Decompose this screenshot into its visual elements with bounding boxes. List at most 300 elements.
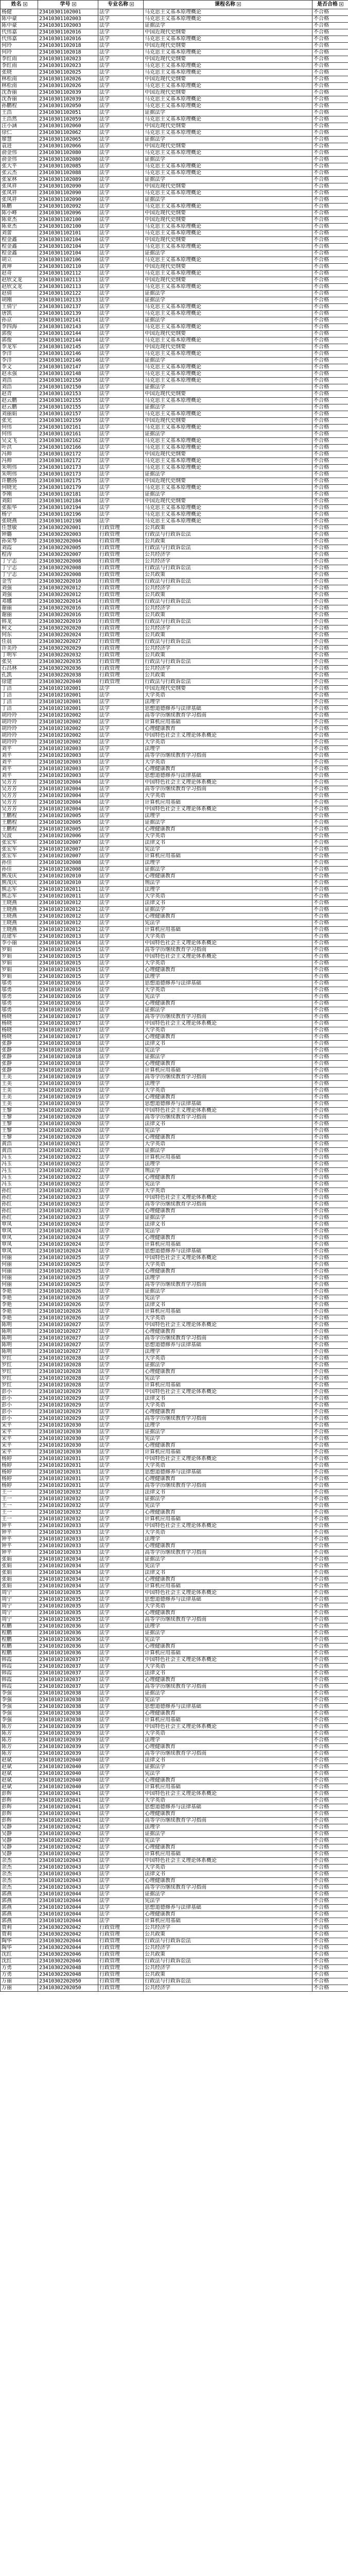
cell-course[interactable]: 法理学 <box>144 1824 312 1831</box>
cell-major[interactable]: 法学 <box>98 43 144 49</box>
cell-course[interactable]: 法理学 <box>144 1081 312 1088</box>
cell-student-id[interactable]: 23410102102037 <box>38 1657 98 1664</box>
cell-student-id[interactable]: 23410102102038 <box>38 1690 98 1697</box>
cell-student-id[interactable]: 23410102102005 <box>38 820 98 826</box>
cell-status[interactable]: 不合格 <box>312 83 348 90</box>
cell-status[interactable]: 不合格 <box>312 1175 348 1181</box>
cell-major[interactable]: 法学 <box>98 1717 144 1724</box>
cell-course[interactable]: 计算机应用基础 <box>144 1784 312 1791</box>
cell-name[interactable]: 杨婷 <box>1 1469 38 1476</box>
cell-status[interactable]: 不合格 <box>312 1650 348 1657</box>
cell-status[interactable]: 不合格 <box>312 605 348 612</box>
cell-course[interactable]: 法理学 <box>144 813 312 820</box>
cell-major[interactable]: 法学 <box>98 1235 144 1242</box>
cell-course[interactable]: 法律文书 <box>144 900 312 907</box>
cell-student-id[interactable]: 23410102102004 <box>38 806 98 813</box>
cell-course[interactable]: 宪法学 <box>144 1697 312 1704</box>
cell-status[interactable]: 不合格 <box>312 1335 348 1342</box>
cell-student-id[interactable]: 23410301102090 <box>38 190 98 197</box>
cell-major[interactable]: 法学 <box>98 706 144 713</box>
cell-major[interactable]: 行政管理 <box>98 1938 144 1945</box>
cell-major[interactable]: 法学 <box>98 1161 144 1168</box>
cell-status[interactable]: 不合格 <box>312 217 348 224</box>
cell-student-id[interactable]: 23410102102001 <box>38 686 98 692</box>
cell-major[interactable]: 法学 <box>98 103 144 110</box>
cell-major[interactable]: 法学 <box>98 1275 144 1282</box>
cell-course[interactable]: 宪法学 <box>144 1181 312 1188</box>
cell-major[interactable]: 法学 <box>98 1590 144 1597</box>
cell-course[interactable]: 宪法学 <box>144 1047 312 1054</box>
cell-major[interactable]: 法学 <box>98 16 144 23</box>
cell-course[interactable]: 证据法学 <box>144 1891 312 1898</box>
cell-status[interactable]: 不合格 <box>312 1891 348 1898</box>
cell-status[interactable]: 不合格 <box>312 1275 348 1282</box>
cell-student-id[interactable]: 23410102102015 <box>38 967 98 974</box>
cell-student-id[interactable]: 23410102102015 <box>38 954 98 960</box>
cell-major[interactable]: 法学 <box>98 1302 144 1309</box>
cell-major[interactable]: 法学 <box>98 846 144 853</box>
cell-student-id[interactable]: 23410102102033 <box>38 1530 98 1536</box>
cell-student-id[interactable]: 23410302202042 <box>38 1931 98 1938</box>
cell-name[interactable]: 赵欣文龙 <box>1 277 38 284</box>
cell-student-id[interactable]: 23410102102025 <box>38 1262 98 1268</box>
cell-student-id[interactable]: 23410102102034 <box>38 1563 98 1570</box>
cell-student-id[interactable]: 23410301102155 <box>38 398 98 404</box>
cell-student-id[interactable]: 23410102102029 <box>38 1389 98 1396</box>
cell-major[interactable]: 法学 <box>98 351 144 358</box>
cell-status[interactable]: 不合格 <box>312 759 348 766</box>
cell-name[interactable]: 冯玉 <box>1 1168 38 1175</box>
cell-major[interactable]: 法学 <box>98 1101 144 1108</box>
cell-student-id[interactable]: 23410102102035 <box>38 1597 98 1603</box>
cell-major[interactable]: 法学 <box>98 1001 144 1007</box>
cell-major[interactable]: 法学 <box>98 1597 144 1603</box>
cell-status[interactable]: 不合格 <box>312 324 348 331</box>
cell-status[interactable]: 不合格 <box>312 1804 348 1811</box>
cell-status[interactable]: 不合格 <box>312 719 348 726</box>
cell-name[interactable]: 陈明 <box>1 1329 38 1335</box>
cell-student-id[interactable]: 23410102102040 <box>38 1764 98 1771</box>
cell-major[interactable]: 法学 <box>98 692 144 699</box>
cell-major[interactable]: 法学 <box>98 766 144 773</box>
cell-student-id[interactable]: 23410102102039 <box>38 1731 98 1737</box>
cell-course[interactable]: 心理健康教育 <box>144 1094 312 1101</box>
cell-major[interactable]: 法学 <box>98 1268 144 1275</box>
cell-status[interactable]: 不合格 <box>312 137 348 143</box>
cell-name[interactable]: 吴芳芳 <box>1 806 38 813</box>
cell-status[interactable]: 不合格 <box>312 813 348 820</box>
cell-course[interactable]: 法律文书 <box>144 840 312 846</box>
cell-name[interactable]: 朱明伟 <box>1 471 38 478</box>
cell-name[interactable]: 冯帅 <box>1 451 38 458</box>
cell-status[interactable]: 不合格 <box>312 1737 348 1744</box>
cell-status[interactable]: 不合格 <box>312 1878 348 1885</box>
cell-course[interactable]: 法理学 <box>144 746 312 753</box>
cell-status[interactable]: 不合格 <box>312 1664 348 1670</box>
cell-student-id[interactable]: 23410102102030 <box>38 1443 98 1449</box>
cell-status[interactable]: 不合格 <box>312 291 348 297</box>
cell-name[interactable]: 王浩 <box>1 110 38 116</box>
cell-course[interactable]: 中国近现代史纲要 <box>144 498 312 505</box>
cell-course[interactable]: 公共经济学 <box>144 1945 312 1952</box>
cell-major[interactable]: 法学 <box>98 1315 144 1322</box>
cell-student-id[interactable]: 23410102102039 <box>38 1744 98 1751</box>
cell-course[interactable]: 高等学历继续教育学习指南 <box>144 1684 312 1690</box>
cell-major[interactable]: 法学 <box>98 217 144 224</box>
cell-student-id[interactable]: 23410102102035 <box>38 1610 98 1617</box>
cell-student-id[interactable]: 23410301102080 <box>38 150 98 157</box>
cell-status[interactable]: 不合格 <box>312 49 348 56</box>
cell-name[interactable]: 彭小 <box>1 1402 38 1409</box>
cell-course[interactable]: 大学英语 <box>144 960 312 967</box>
cell-name[interactable]: 王黎 <box>1 1128 38 1134</box>
cell-status[interactable]: 不合格 <box>312 1952 348 1958</box>
cell-status[interactable]: 不合格 <box>312 1811 348 1818</box>
cell-student-id[interactable]: 23410301102139 <box>38 311 98 317</box>
cell-major[interactable]: 行政管理 <box>98 659 144 666</box>
cell-course[interactable]: 中国特色社会主义理论体系概论 <box>144 1021 312 1027</box>
cell-major[interactable]: 行政管理 <box>98 538 144 545</box>
cell-status[interactable]: 不合格 <box>312 277 348 284</box>
cell-status[interactable]: 不合格 <box>312 264 348 270</box>
cell-status[interactable]: 不合格 <box>312 224 348 230</box>
cell-course[interactable]: 行政法与行政诉讼法 <box>144 1978 312 1985</box>
cell-major[interactable]: 法学 <box>98 425 144 431</box>
cell-student-id[interactable]: 23410102102043 <box>38 1878 98 1885</box>
cell-course[interactable]: 中国特色社会主义理论体系概论 <box>144 733 312 739</box>
cell-student-id[interactable]: 23410302202029 <box>38 646 98 652</box>
cell-name[interactable]: 张娟 <box>1 1563 38 1570</box>
cell-status[interactable]: 不合格 <box>312 1838 348 1844</box>
cell-major[interactable]: 法学 <box>98 1255 144 1262</box>
cell-status[interactable]: 不合格 <box>312 592 348 599</box>
cell-major[interactable]: 法学 <box>98 1563 144 1570</box>
cell-student-id[interactable]: 23410102102019 <box>38 1081 98 1088</box>
cell-name[interactable]: 冯玉 <box>1 1161 38 1168</box>
cell-student-id[interactable]: 23410102102019 <box>38 1074 98 1081</box>
cell-name[interactable]: 陈明 <box>1 1349 38 1355</box>
cell-course[interactable]: 证据法学 <box>144 177 312 183</box>
cell-major[interactable]: 法学 <box>98 913 144 920</box>
cell-major[interactable]: 法学 <box>98 1771 144 1777</box>
cell-name[interactable]: 叶洪 <box>1 445 38 451</box>
cell-student-id[interactable]: 23410102102030 <box>38 1422 98 1429</box>
cell-major[interactable]: 法学 <box>98 773 144 779</box>
cell-status[interactable]: 不合格 <box>312 1067 348 1074</box>
cell-name[interactable]: 丁洁 <box>1 699 38 706</box>
cell-name[interactable]: 彭辉 <box>1 1818 38 1824</box>
cell-major[interactable]: 法学 <box>98 779 144 786</box>
cell-student-id[interactable]: 23410302202020 <box>38 625 98 632</box>
cell-name[interactable]: 钟平 <box>1 1523 38 1530</box>
cell-course[interactable]: 心理健康教育 <box>144 1034 312 1041</box>
cell-student-id[interactable]: 23410102102020 <box>38 1114 98 1121</box>
cell-course[interactable]: 宪法学 <box>144 920 312 927</box>
cell-major[interactable]: 法学 <box>98 793 144 800</box>
cell-status[interactable]: 不合格 <box>312 913 348 920</box>
cell-student-id[interactable]: 23410102102012 <box>38 920 98 927</box>
cell-status[interactable]: 不合格 <box>312 1670 348 1677</box>
cell-name[interactable]: 刘强 <box>1 592 38 599</box>
cell-status[interactable]: 不合格 <box>312 1222 348 1228</box>
cell-name[interactable]: 李红雨 <box>1 63 38 70</box>
cell-name[interactable]: 胡玲玲 <box>1 726 38 733</box>
cell-status[interactable]: 不合格 <box>312 1302 348 1309</box>
cell-status[interactable]: 不合格 <box>312 880 348 887</box>
cell-major[interactable]: 行政管理 <box>98 1965 144 1972</box>
cell-name[interactable]: 余杰 <box>1 1858 38 1865</box>
cell-name[interactable]: 陈亚杰 <box>1 217 38 224</box>
cell-student-id[interactable]: 23410102102017 <box>38 1034 98 1041</box>
cell-status[interactable]: 不合格 <box>312 1798 348 1804</box>
cell-major[interactable]: 法学 <box>98 1215 144 1222</box>
cell-major[interactable]: 行政管理 <box>98 625 144 632</box>
cell-name[interactable]: 余杰 <box>1 1865 38 1871</box>
cell-name[interactable]: 赵欣文龙 <box>1 284 38 291</box>
cell-status[interactable]: 不合格 <box>312 116 348 123</box>
cell-student-id[interactable]: 23410102102007 <box>38 853 98 860</box>
cell-status[interactable]: 不合格 <box>312 599 348 605</box>
cell-name[interactable]: 沈红 <box>1 1958 38 1965</box>
cell-course[interactable]: 中国特色社会主义理论体系概论 <box>144 1657 312 1664</box>
cell-major[interactable]: 法学 <box>98 719 144 726</box>
cell-major[interactable]: 法学 <box>98 1724 144 1731</box>
cell-name[interactable]: 韩霞 <box>1 1684 38 1690</box>
cell-name[interactable]: 王晓燕 <box>1 907 38 913</box>
cell-name[interactable]: 邬勇 <box>1 987 38 994</box>
cell-student-id[interactable]: 23410301102025 <box>38 70 98 76</box>
cell-student-id[interactable]: 23410301102088 <box>38 170 98 177</box>
cell-status[interactable]: 不合格 <box>312 893 348 900</box>
cell-course[interactable]: 大学英语 <box>144 759 312 766</box>
cell-course[interactable]: 中国近现代史纲要 <box>144 237 312 244</box>
cell-name[interactable]: 张振华 <box>1 505 38 512</box>
cell-major[interactable]: 法学 <box>98 1891 144 1898</box>
cell-major[interactable]: 法学 <box>98 465 144 471</box>
cell-course[interactable]: 心理健康教育 <box>144 1476 312 1483</box>
cell-name[interactable]: 刘浩 <box>1 384 38 391</box>
cell-name[interactable]: 李艳 <box>1 1302 38 1309</box>
cell-student-id[interactable]: 23410102102025 <box>38 1275 98 1282</box>
cell-major[interactable]: 法学 <box>98 980 144 987</box>
cell-course[interactable]: 证据法学 <box>144 1289 312 1295</box>
cell-name[interactable]: 程金鑫 <box>1 244 38 250</box>
cell-student-id[interactable]: 23410102102032 <box>38 1489 98 1496</box>
cell-course[interactable]: 高等学历继续教育学习指南 <box>144 1335 312 1342</box>
cell-status[interactable]: 不合格 <box>312 398 348 404</box>
cell-student-id[interactable]: 23410102102021 <box>38 1141 98 1148</box>
cell-student-id[interactable]: 23410102102019 <box>38 1101 98 1108</box>
cell-course[interactable]: 公共政策 <box>144 1931 312 1938</box>
cell-major[interactable]: 法学 <box>98 726 144 733</box>
cell-major[interactable]: 法学 <box>98 1295 144 1302</box>
cell-name[interactable]: 许鹏扬 <box>1 478 38 485</box>
cell-status[interactable]: 不合格 <box>312 1697 348 1704</box>
cell-major[interactable]: 行政管理 <box>98 1931 144 1938</box>
cell-course[interactable]: 心理健康教育 <box>144 1777 312 1784</box>
cell-course[interactable]: 中国近现代史纲要 <box>144 264 312 270</box>
cell-name[interactable]: 徐仁 <box>1 130 38 137</box>
cell-major[interactable]: 法学 <box>98 438 144 445</box>
cell-major[interactable]: 法学 <box>98 1349 144 1355</box>
cell-major[interactable]: 法学 <box>98 1262 144 1268</box>
cell-name[interactable]: 张娟 <box>1 1583 38 1590</box>
cell-course[interactable]: 证据法学 <box>144 492 312 498</box>
cell-student-id[interactable]: 23410102102017 <box>38 1027 98 1034</box>
cell-status[interactable]: 不合格 <box>312 1945 348 1952</box>
cell-course[interactable]: 高等学历继续教育学习指南 <box>144 1416 312 1422</box>
cell-course[interactable]: 高等学历继续教育学习指南 <box>144 1751 312 1757</box>
cell-course[interactable]: 心理健康教育 <box>144 1844 312 1851</box>
cell-status[interactable]: 不合格 <box>312 907 348 913</box>
cell-major[interactable]: 行政管理 <box>98 1958 144 1965</box>
cell-status[interactable]: 不合格 <box>312 826 348 833</box>
cell-course[interactable]: 公共政策 <box>144 1972 312 1978</box>
cell-status[interactable]: 不合格 <box>312 1282 348 1289</box>
cell-course[interactable]: 中国特色社会主义理论体系概论 <box>144 1255 312 1262</box>
cell-status[interactable]: 不合格 <box>312 1255 348 1262</box>
cell-major[interactable]: 法学 <box>98 1623 144 1630</box>
cell-course[interactable]: 大学英语 <box>144 1088 312 1094</box>
cell-major[interactable]: 法学 <box>98 1704 144 1710</box>
cell-name[interactable]: 杨晓 <box>1 1021 38 1027</box>
cell-major[interactable]: 法学 <box>98 967 144 974</box>
cell-course[interactable]: 中国近现代史纲要 <box>144 90 312 96</box>
cell-student-id[interactable]: 23410102102026 <box>38 1289 98 1295</box>
cell-student-id[interactable]: 23410102102041 <box>38 1811 98 1818</box>
cell-status[interactable]: 不合格 <box>312 130 348 137</box>
cell-major[interactable]: 法学 <box>98 1067 144 1074</box>
cell-status[interactable]: 不合格 <box>312 699 348 706</box>
cell-course[interactable]: 法律文书 <box>144 1489 312 1496</box>
cell-student-id[interactable]: 23410102102018 <box>38 1067 98 1074</box>
cell-major[interactable]: 法学 <box>98 492 144 498</box>
cell-course[interactable]: 法律文书 <box>144 1302 312 1309</box>
cell-major[interactable]: 法学 <box>98 1583 144 1590</box>
cell-major[interactable]: 行政管理 <box>98 679 144 686</box>
cell-course[interactable]: 马克思主义基本原理概论 <box>144 16 312 23</box>
cell-course[interactable]: 大学英语 <box>144 1402 312 1409</box>
cell-status[interactable]: 不合格 <box>312 1516 348 1523</box>
cell-student-id[interactable]: 23410301102112 <box>38 270 98 277</box>
cell-major[interactable]: 法学 <box>98 331 144 337</box>
cell-student-id[interactable]: 23410102102039 <box>38 1724 98 1731</box>
cell-status[interactable]: 不合格 <box>312 954 348 960</box>
cell-course[interactable]: 公共经济学 <box>144 1965 312 1972</box>
cell-student-id[interactable]: 23410301102050 <box>38 103 98 110</box>
cell-major[interactable]: 法学 <box>98 1664 144 1670</box>
cell-status[interactable]: 不合格 <box>312 779 348 786</box>
cell-name[interactable]: 陈芳 <box>1 1731 38 1737</box>
cell-student-id[interactable]: 23410102102001 <box>38 692 98 699</box>
cell-name[interactable]: 罗娟 <box>1 974 38 980</box>
cell-name[interactable]: 方勇 <box>1 1965 38 1972</box>
cell-status[interactable]: 不合格 <box>312 853 348 860</box>
cell-major[interactable]: 行政管理 <box>98 1972 144 1978</box>
cell-status[interactable]: 不合格 <box>312 619 348 625</box>
cell-student-id[interactable]: 23410102102036 <box>38 1630 98 1637</box>
cell-major[interactable]: 行政管理 <box>98 572 144 579</box>
cell-major[interactable]: 法学 <box>98 1128 144 1134</box>
cell-status[interactable]: 不合格 <box>312 1322 348 1329</box>
cell-course[interactable]: 行政法与行政诉讼法 <box>144 599 312 605</box>
cell-student-id[interactable]: 23410301102001 <box>38 9 98 16</box>
cell-name[interactable]: 刘平 <box>1 746 38 753</box>
cell-name[interactable]: 杨婷 <box>1 1476 38 1483</box>
cell-course[interactable]: 公共经济学 <box>144 552 312 558</box>
cell-name[interactable]: 胡立 <box>1 257 38 264</box>
cell-major[interactable]: 行政管理 <box>98 1978 144 1985</box>
cell-course[interactable]: 公共政策 <box>144 612 312 619</box>
cell-course[interactable]: 法律文书 <box>144 1041 312 1047</box>
cell-name[interactable]: 王晓燕 <box>1 900 38 907</box>
cell-student-id[interactable]: 23410301102023 <box>38 63 98 70</box>
cell-major[interactable]: 法学 <box>98 398 144 404</box>
cell-course[interactable]: 证据法学 <box>144 820 312 826</box>
cell-course[interactable]: 高等学历继续教育学习指南 <box>144 1114 312 1121</box>
cell-student-id[interactable]: 23410102102012 <box>38 900 98 907</box>
cell-major[interactable]: 法学 <box>98 1650 144 1657</box>
cell-student-id[interactable]: 23410102102016 <box>38 1007 98 1014</box>
cell-student-id[interactable]: 23410302202040 <box>38 679 98 686</box>
cell-course[interactable]: 宪法学 <box>144 1503 312 1510</box>
cell-student-id[interactable]: 23410301102161 <box>38 431 98 438</box>
cell-major[interactable]: 法学 <box>98 1409 144 1416</box>
cell-status[interactable]: 不合格 <box>312 753 348 759</box>
cell-status[interactable]: 不合格 <box>312 887 348 893</box>
cell-name[interactable]: 邓娜 <box>1 599 38 605</box>
cell-major[interactable]: 法学 <box>98 96 144 103</box>
cell-course[interactable]: 心理健康教育 <box>144 1677 312 1684</box>
cell-status[interactable]: 不合格 <box>312 1536 348 1543</box>
cell-name[interactable]: 陶华 <box>1 1938 38 1945</box>
cell-student-id[interactable]: 23410102102042 <box>38 1831 98 1838</box>
cell-major[interactable]: 法学 <box>98 364 144 371</box>
cell-name[interactable]: 杨健 <box>1 9 38 16</box>
cell-major[interactable]: 法学 <box>98 311 144 317</box>
cell-name[interactable]: 罗娟 <box>1 960 38 967</box>
cell-major[interactable]: 行政管理 <box>98 605 144 612</box>
cell-major[interactable]: 法学 <box>98 1617 144 1623</box>
cell-name[interactable]: 张宏军 <box>1 846 38 853</box>
cell-name[interactable]: 黄浩 <box>1 1148 38 1155</box>
cell-major[interactable]: 法学 <box>98 137 144 143</box>
cell-status[interactable]: 不合格 <box>312 746 348 753</box>
cell-student-id[interactable]: 23410102102011 <box>38 893 98 900</box>
cell-major[interactable]: 法学 <box>98 1503 144 1510</box>
cell-status[interactable]: 不合格 <box>312 1201 348 1208</box>
cell-course[interactable]: 高等学历继续教育学习指南 <box>144 1201 312 1208</box>
cell-major[interactable]: 法学 <box>98 116 144 123</box>
cell-name[interactable]: 韩龙 <box>1 619 38 625</box>
cell-major[interactable]: 法学 <box>98 1047 144 1054</box>
cell-course[interactable]: 心理健康教育 <box>144 826 312 833</box>
cell-name[interactable]: 吴芳芳 <box>1 800 38 806</box>
cell-course[interactable]: 宪法学 <box>144 994 312 1001</box>
cell-major[interactable]: 法学 <box>98 1570 144 1577</box>
cell-name[interactable]: 钟平 <box>1 1550 38 1556</box>
cell-student-id[interactable]: 23410102102030 <box>38 1436 98 1443</box>
cell-major[interactable]: 法学 <box>98 23 144 29</box>
cell-major[interactable]: 法学 <box>98 1222 144 1228</box>
cell-course[interactable]: 计算机应用基础 <box>144 927 312 934</box>
cell-course[interactable]: 计算机应用基础 <box>144 1583 312 1590</box>
cell-course[interactable]: 宪法学 <box>144 1771 312 1777</box>
cell-student-id[interactable]: 23410102102044 <box>38 1898 98 1905</box>
cell-status[interactable]: 不合格 <box>312 1972 348 1978</box>
cell-status[interactable]: 不合格 <box>312 846 348 853</box>
cell-major[interactable]: 法学 <box>98 1329 144 1335</box>
